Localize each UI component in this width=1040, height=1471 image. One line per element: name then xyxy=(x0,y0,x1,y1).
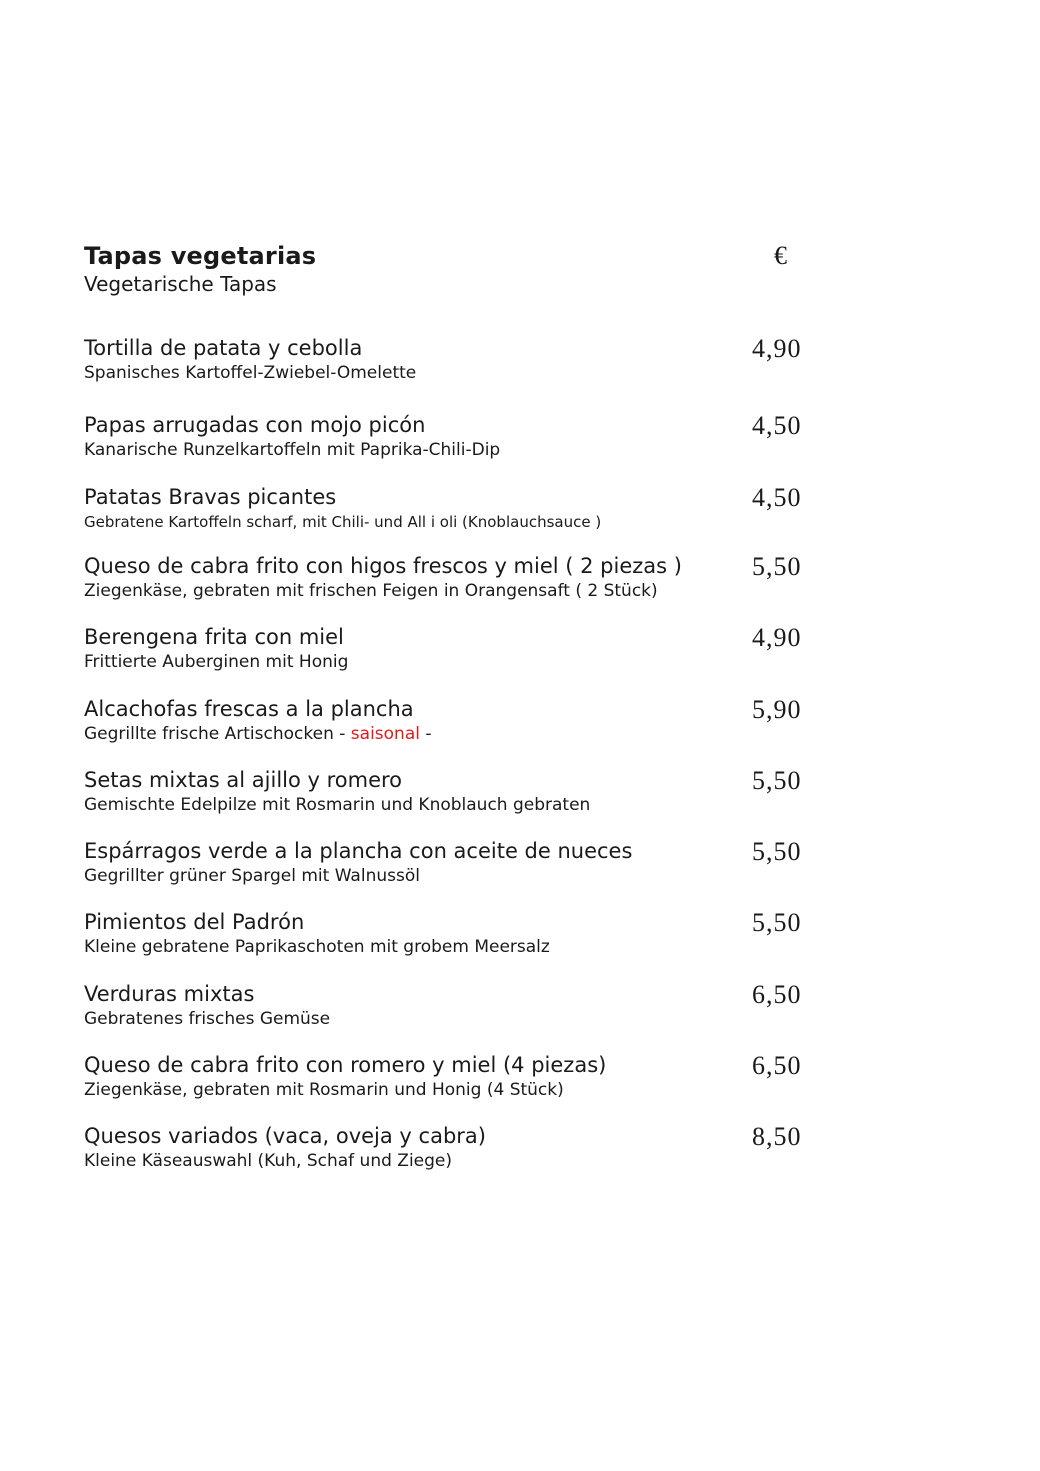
item-name: Alcachofas frescas a la plancha xyxy=(84,697,414,721)
item-name: Pimientos del Padrón xyxy=(84,910,305,934)
item-name: Verduras mixtas xyxy=(84,982,255,1006)
item-description: Ziegenkäse, gebraten mit frischen Feigen in Orangensaft ( 2 Stück) xyxy=(84,581,658,601)
item-description: Gebratenes frisches Gemüse xyxy=(84,1009,331,1029)
menu-item xyxy=(84,980,844,1032)
menu-item xyxy=(84,837,844,889)
menu-item xyxy=(84,766,844,818)
item-description: Kanarische Runzelkartoffeln mit Paprika-Chili-Dip xyxy=(84,440,501,460)
item-name: Espárragos verde a la plancha con aceite de nueces xyxy=(84,839,633,863)
item-price: 8,50 xyxy=(752,1122,802,1151)
seasonal-label: saisonal xyxy=(350,724,420,744)
item-name: Berengena frita con miel xyxy=(84,625,344,649)
item-price: 5,90 xyxy=(752,695,802,724)
item-price: 5,50 xyxy=(752,837,802,866)
item-price: 5,50 xyxy=(752,766,802,795)
item-name: Tortilla de patata y cebolla xyxy=(84,336,363,360)
menu-item xyxy=(84,411,844,463)
menu-item xyxy=(84,552,844,604)
item-price: 4,50 xyxy=(752,411,802,440)
menu-item xyxy=(84,1051,844,1103)
menu-item xyxy=(84,334,844,386)
item-description-text: Gegrillte frische Artischocken - xyxy=(84,724,351,744)
item-price: 5,50 xyxy=(752,552,802,581)
item-name: Patatas Bravas picantes xyxy=(84,485,337,509)
item-name: Quesos variados (vaca, oveja y cabra) xyxy=(84,1124,486,1148)
item-price: 5,50 xyxy=(752,908,802,937)
item-price: 4,90 xyxy=(752,623,802,652)
item-price: 6,50 xyxy=(752,980,802,1009)
item-description: Gemischte Edelpilze mit Rosmarin und Knoblauch gebraten xyxy=(84,795,591,815)
item-description: Frittierte Auberginen mit Honig xyxy=(84,652,349,672)
item-price: 6,50 xyxy=(752,1051,802,1080)
item-description: Ziegenkäse, gebraten mit Rosmarin und Honig (4 Stück) xyxy=(84,1080,564,1100)
item-description: Kleine gebratene Paprikaschoten mit grobem Meersalz xyxy=(84,937,550,957)
item-description: Gegrillter grüner Spargel mit Walnussöl xyxy=(84,866,420,886)
menu-item xyxy=(84,623,844,675)
section-subtitle: Vegetarische Tapas xyxy=(84,272,277,296)
item-price: 4,90 xyxy=(752,334,802,363)
item-description: Spanisches Kartoffel-Zwiebel-Omelette xyxy=(84,363,417,383)
menu-item xyxy=(84,908,844,960)
menu-item xyxy=(84,695,844,747)
section-header xyxy=(84,240,844,298)
currency-symbol: € xyxy=(774,241,787,270)
menu-item xyxy=(84,483,844,535)
menu-item xyxy=(84,1122,844,1174)
item-price: 4,50 xyxy=(752,483,802,512)
item-name: Queso de cabra frito con romero y miel (4 piezas) xyxy=(84,1053,607,1077)
item-name: Queso de cabra frito con higos frescos y miel ( 2 piezas ) xyxy=(84,554,682,578)
item-name: Setas mixtas al ajillo y romero xyxy=(84,768,403,792)
item-description: Kleine Käseauswahl (Kuh, Schaf und Ziege) xyxy=(84,1151,453,1171)
item-description xyxy=(84,723,844,745)
item-name: Papas arrugadas con mojo picón xyxy=(84,413,426,437)
item-description-text: - xyxy=(419,724,432,744)
item-description: Gebratene Kartoffeln scharf, mit Chili- und All i oli (Knoblauchsauce ) xyxy=(84,513,602,531)
section-title: Tapas vegetarias xyxy=(84,242,317,270)
